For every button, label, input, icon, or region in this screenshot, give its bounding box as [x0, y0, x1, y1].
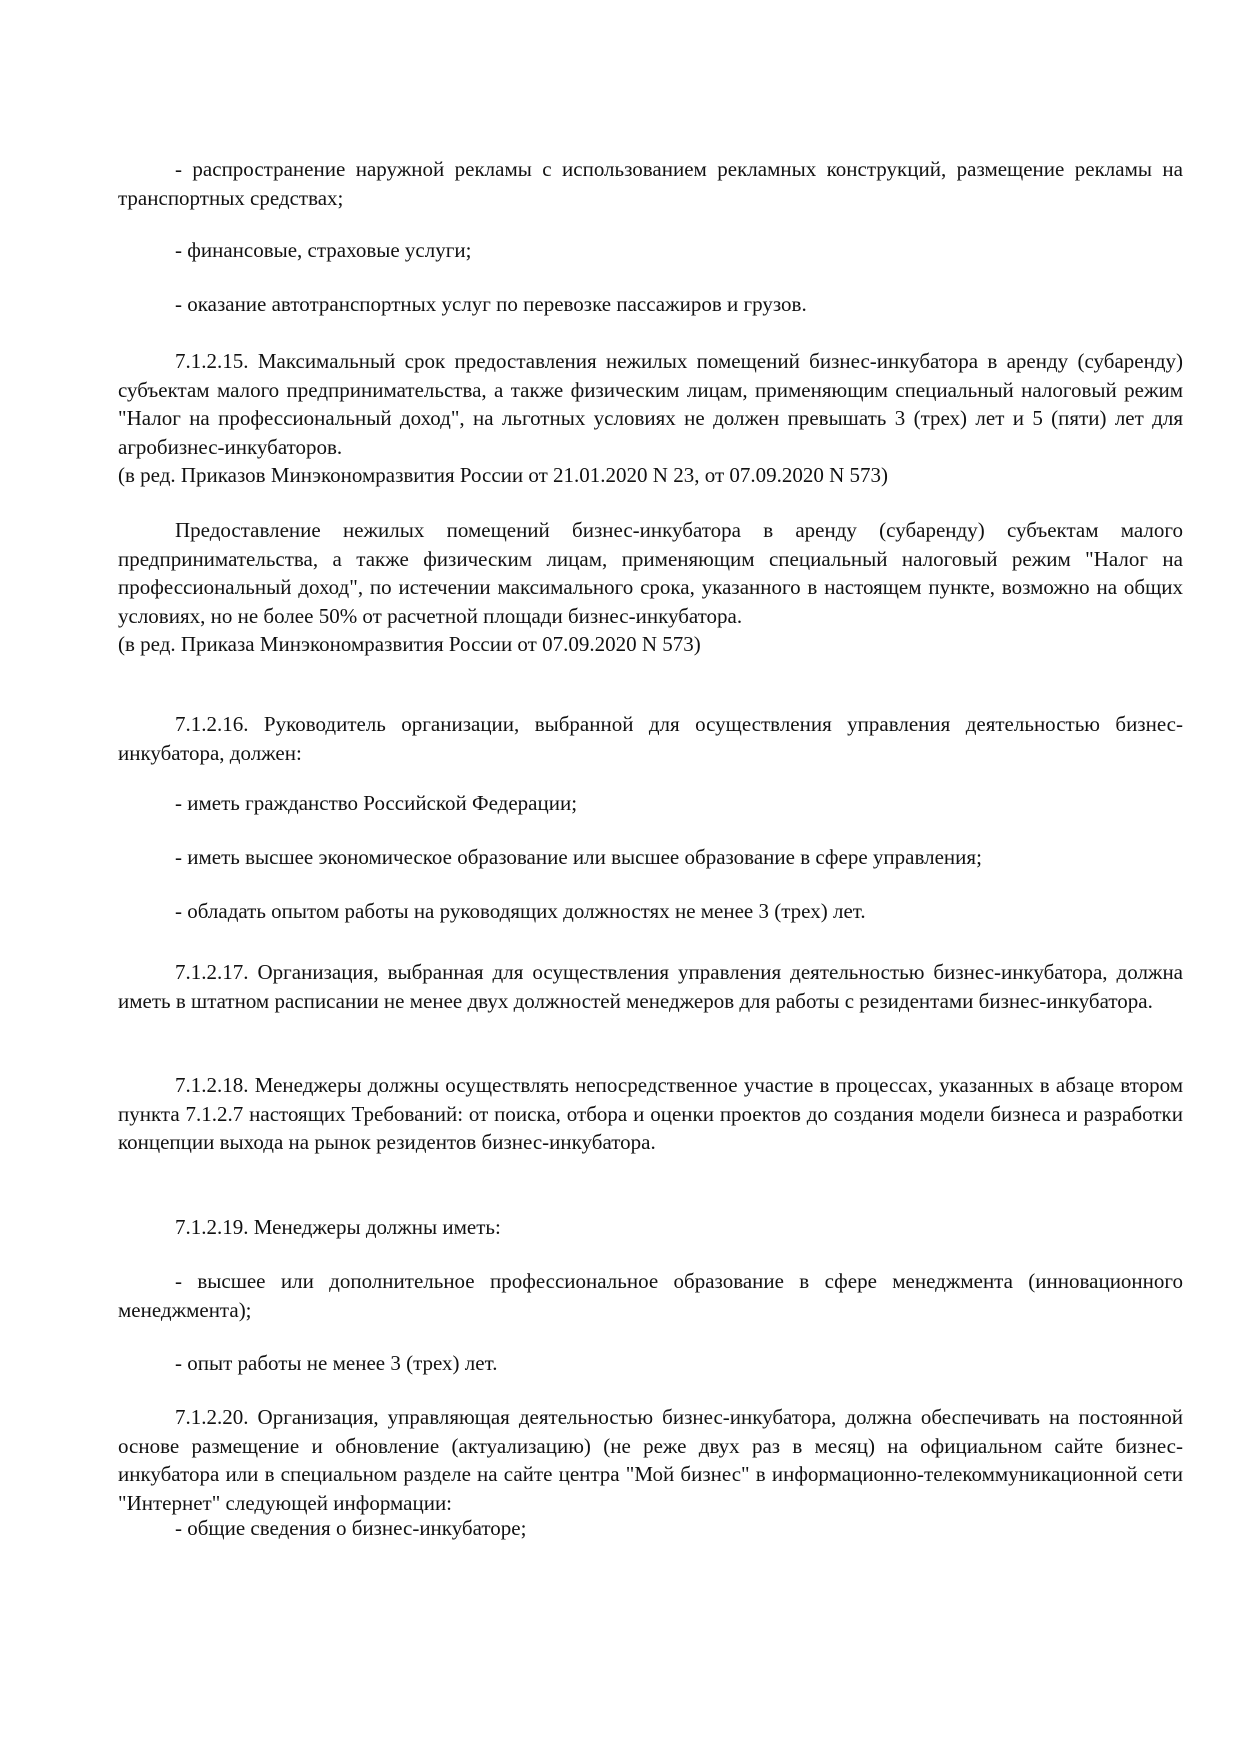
paragraph-text: Предоставление нежилых помещений бизнес-инкубатора в аренду (субаренду) субъектам малого предпринимательства, а также физическим лицам, применяющим специальный налоговый режим "Налог на профессиональный доход", по истечении максимального срока, указанного в настоящем пункте, возможно на общих условиях, но не более 50% от расчетной площади бизнес-инкубатора.: [118, 518, 1183, 628]
list-item-work-experience: - опыт работы не менее 3 (трех) лет.: [175, 1351, 498, 1375]
list-item-transport-services: - оказание автотранспортных услуг по перевозке пассажиров и грузов.: [175, 292, 807, 316]
list-item-financial-services: - финансовые, страховые услуги;: [175, 238, 472, 262]
list-item-general-info: - общие сведения о бизнес-инкубаторе;: [175, 1516, 527, 1540]
list-item-outdoor-advertising: - распространение наружной рекламы с использованием рекламных конструкций, размещение рекламы на транспортных средствах;: [118, 157, 1183, 210]
clause-7-1-2-15: [118, 347, 1183, 490]
list-item-citizenship: - иметь гражданство Российской Федерации;: [175, 791, 578, 815]
amendment-note: (в ред. Приказа Минэкономразвития России от 07.09.2020 N 573): [118, 632, 701, 656]
clause-text: 7.1.2.15. Максимальный срок предоставления нежилых помещений бизнес-инкубатора в аренду (субаренду) субъектам малого предпринимательства, а также физическим лицам, применяющим специальный налоговый режим "Налог на профессиональный доход", на льготных условиях не должен превышать 3 (трех) лет и 5 (пяти) лет для агробизнес-инкубаторов.: [118, 349, 1183, 459]
list-item-management-experience: - обладать опытом работы на руководящих должностях не менее 3 (трех) лет.: [175, 899, 866, 923]
clause-7-1-2-20: 7.1.2.20. Организация, управляющая деятельностью бизнес-инкубатора, должна обеспечивать на постоянной основе размещение и обновление (актуализацию) (не реже двух раз в месяц) на официальном сайте бизнес-инкубатора или в специальном разделе на сайте центра "Мой бизнес" в информационно-телекоммуникационной сети "Интернет" следующей информации:: [118, 1405, 1183, 1515]
clause-7-1-2-18: 7.1.2.18. Менеджеры должны осуществлять непосредственное участие в процессах, указанных в абзаце втором пункта 7.1.2.7 настоящих Требований: от поиска, отбора и оценки проектов до создания модели бизнеса и разработки концепции выхода на рынок резидентов бизнес-инкубатора.: [118, 1073, 1183, 1154]
list-item-higher-education: - иметь высшее экономическое образование или высшее образование в сфере управления;: [175, 845, 982, 869]
list-item-manager-education: - высшее или дополнительное профессиональное образование в сфере менеджмента (инновационного менеджмента);: [118, 1269, 1183, 1322]
clause-7-1-2-19: 7.1.2.19. Менеджеры должны иметь:: [175, 1215, 501, 1239]
paragraph-lease-after-term: [118, 516, 1183, 659]
amendment-note: (в ред. Приказов Минэкономразвития России от 21.01.2020 N 23, от 07.09.2020 N 573): [118, 463, 889, 487]
clause-7-1-2-16: 7.1.2.16. Руководитель организации, выбранной для осуществления управления деятельностью бизнес-инкубатора, должен:: [118, 712, 1183, 765]
clause-7-1-2-17: 7.1.2.17. Организация, выбранная для осуществления управления деятельностью бизнес-инкубатора, должна иметь в штатном расписании не менее двух должностей менеджеров для работы с резидентами бизнес-инкубатора.: [118, 960, 1183, 1013]
